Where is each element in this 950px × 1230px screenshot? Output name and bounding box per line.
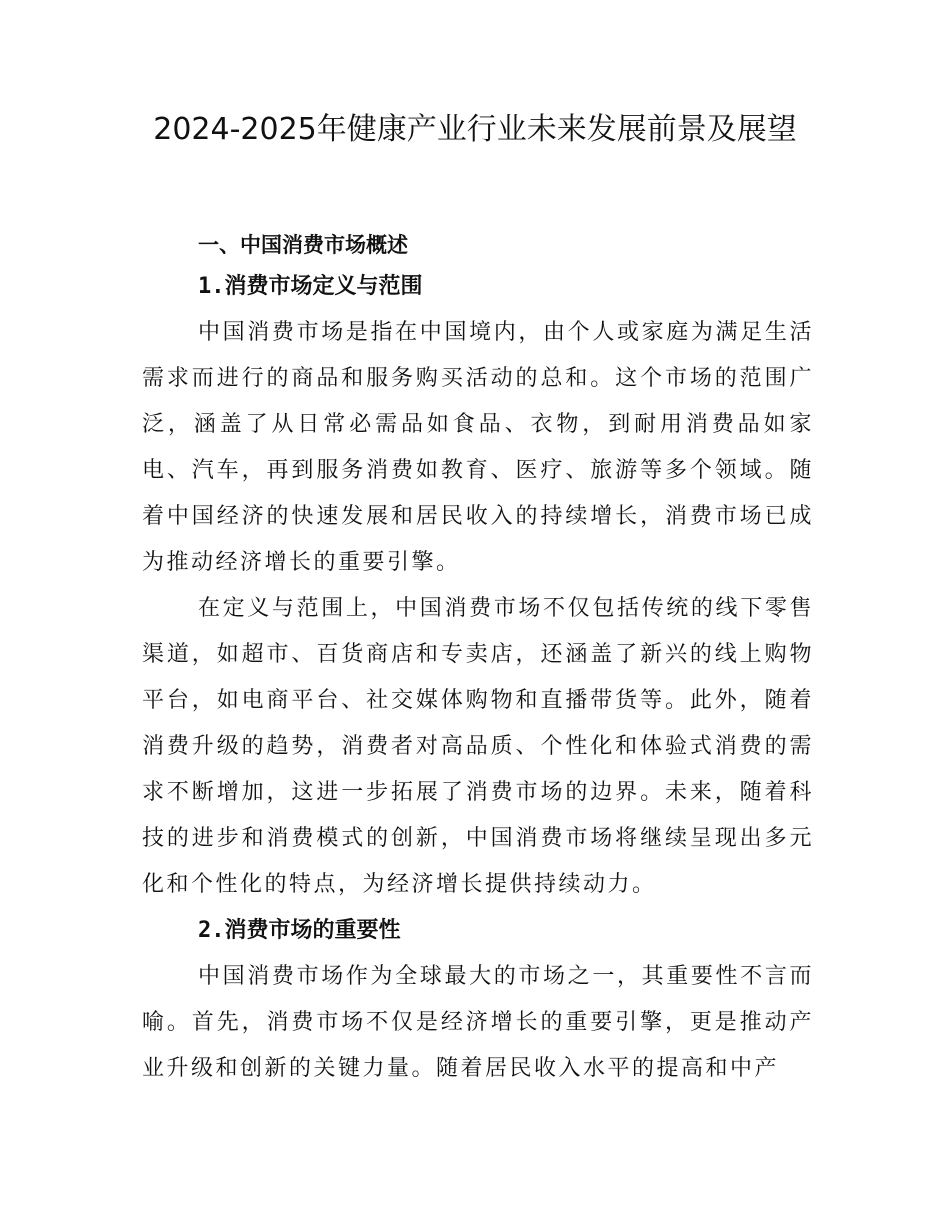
paragraph-3: 中国消费市场作为全球最大的市场之一，其重要性不言而喻。首先，消费市场不仅是经济增长的重要引擎，更是推动产业升级和创新的关键力量。随着居民收入水平的提高和中产 (142, 964, 814, 1081)
subsection-heading-1: 1.消费市场定义与范围 (198, 274, 423, 299)
document-title: 2024-2025年健康产业行业未来发展前景及展望 (153, 112, 797, 147)
paragraph-1: 中国消费市场是指在中国境内，由个人或家庭为满足生活需求而进行的商品和服务购买活动的总和。这个市场的范围广泛，涵盖了从日常必需品如食品、衣物，到耐用消费品如家电、汽车，再到服务消费如教育、医疗、旅游等多个领域。随着中国经济的快速发展和居民收入的持续增长，消费市场已成为推动经济增长的重要引擎。 (142, 320, 814, 575)
section-heading-1: 一、中国消费市场概述 (198, 233, 408, 257)
subsection-heading-2: 2.消费市场的重要性 (198, 918, 401, 943)
paragraph-2: 在定义与范围上，中国消费市场不仅包括传统的线下零售渠道，如超市、百货商店和专卖店，还涵盖了新兴的线上购物平台，如电商平台、社交媒体购物和直播带货等。此外，随着消费升级的趋势，消费者对高品质、个性化和体验式消费的需求不断增加，这进一步拓展了消费市场的边界。未来，随着科技的进步和消费模式的创新，中国消费市场将继续呈现出多元化和个性化的特点，为经济增长提供持续动力。 (142, 596, 814, 897)
document-body (142, 226, 814, 1092)
